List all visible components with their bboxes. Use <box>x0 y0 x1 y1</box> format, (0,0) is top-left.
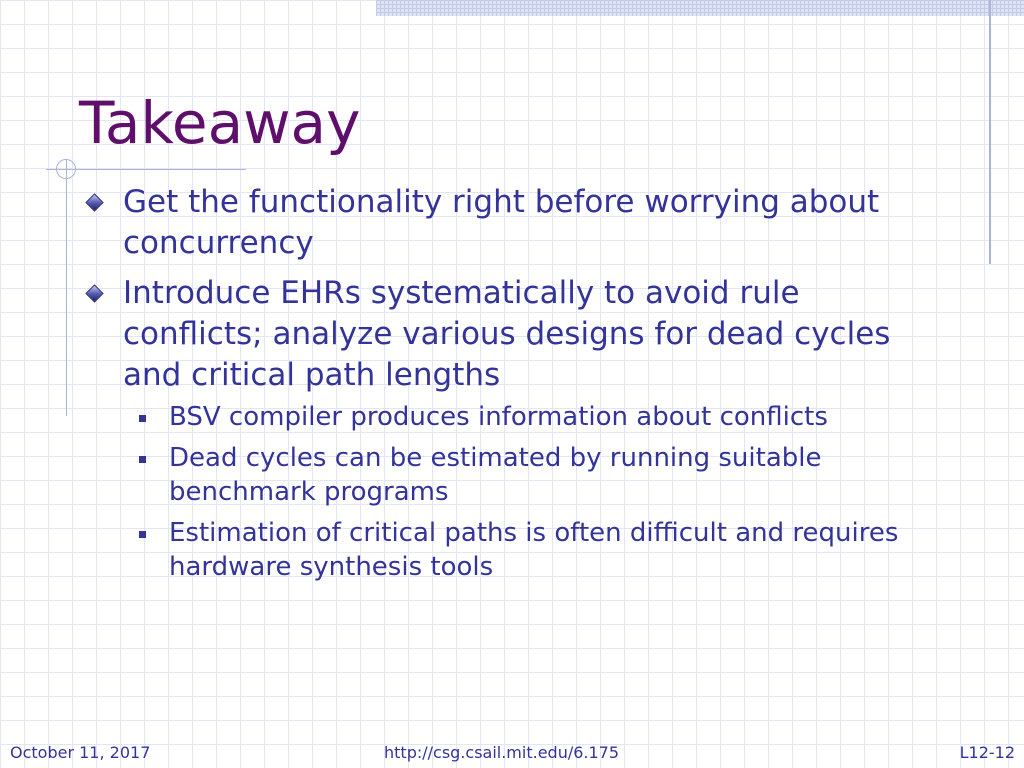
diamond-bullet-icon <box>85 193 103 211</box>
sub-bullet-text: Estimation of critical paths is often difficult and requires hardware synthesis tools <box>169 518 899 582</box>
crosshair-circle <box>56 159 76 179</box>
sub-bullet-item <box>128 516 912 584</box>
sub-bullet-item <box>128 441 912 509</box>
sub-bullet-text: BSV compiler produces information about conflicts <box>169 402 828 432</box>
title-underline <box>46 169 246 170</box>
bullet-text: Get the functionality right before worrying about concurrency <box>123 184 880 261</box>
sub-bullet-text: Dead cycles can be estimated by running suitable benchmark programs <box>169 443 822 507</box>
footer-url: http://csg.csail.mit.edu/6.175 <box>384 743 620 762</box>
sub-bullet-item <box>128 400 912 434</box>
bullet-text: Introduce EHRs systematically to avoid rule conflicts; analyze various designs for dead cycles and critical path lengths <box>123 275 891 393</box>
footer-date: October 11, 2017 <box>10 743 151 762</box>
square-bullet-icon <box>139 456 146 463</box>
sub-bullet-list <box>82 400 912 584</box>
bullet-item <box>82 273 912 396</box>
square-bullet-icon <box>139 415 146 422</box>
bullet-item <box>82 182 912 264</box>
footer-slide-number: L12-12 <box>959 743 1015 762</box>
right-accent-line <box>989 0 991 264</box>
slide-title: Takeaway <box>79 89 361 157</box>
square-bullet-icon <box>139 531 146 538</box>
left-accent-line <box>66 160 67 416</box>
top-pattern-strip <box>376 0 1024 16</box>
diamond-bullet-icon <box>85 284 103 302</box>
slide-content <box>82 182 912 591</box>
